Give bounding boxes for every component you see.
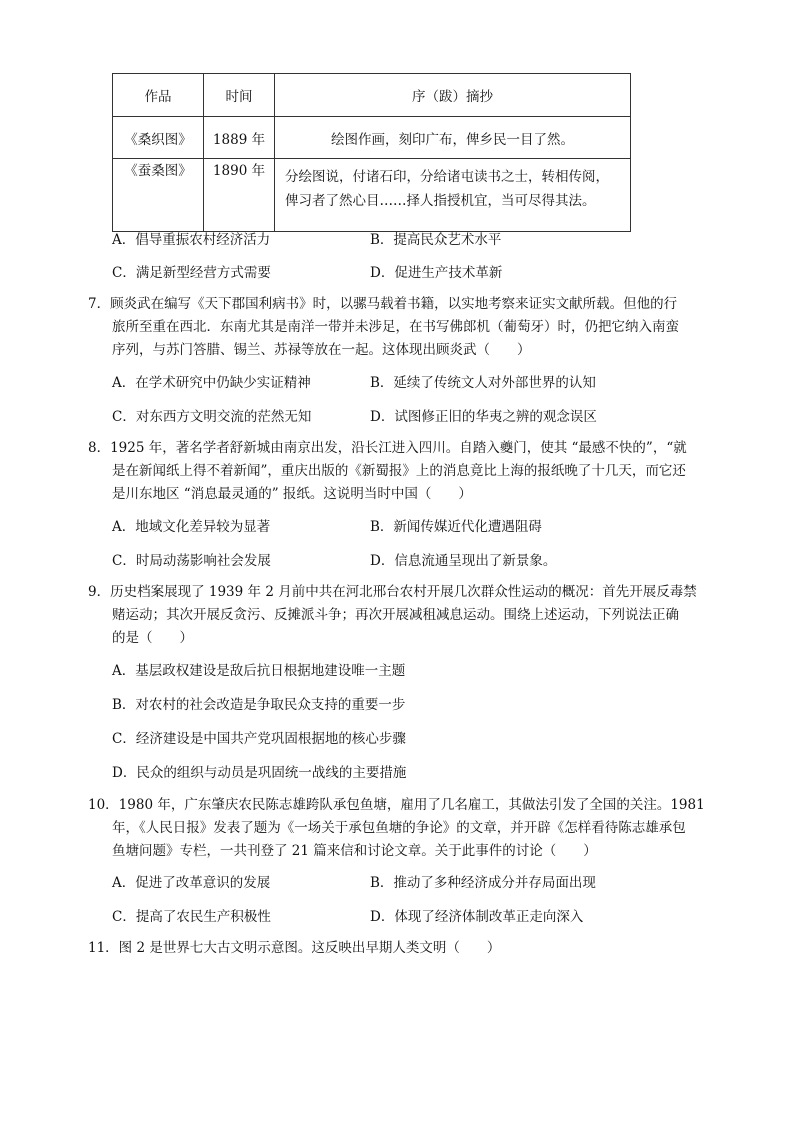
- q6-option-a: A．倡导重振农村经济活力: [112, 232, 271, 248]
- q11-stem: [88, 937, 708, 960]
- q9-option-b: B．对农村的社会改造是争取民众支持的重要一步: [112, 697, 406, 713]
- q8-option-b: B．新闻传媒近代化遭遇阻碍: [370, 519, 542, 535]
- q8-stem: [88, 437, 708, 506]
- q7-line: 序列，与苏门答腊、锡兰、苏禄等放在一起。这体现出顾炎武（ ）: [112, 342, 531, 358]
- q9-line: 赌运动；其次开展反贪污、反摊派斗争；再次开展减租减息运动。围绕上述运动，下列说法正确: [112, 607, 679, 623]
- table-header-row: [113, 74, 631, 117]
- table-row: [113, 159, 631, 232]
- table-cell-work: 《桑织图》: [113, 117, 204, 159]
- q9-option-a: A．基层政权建设是敌后抗日根据地建设唯一主题: [112, 663, 406, 679]
- q10-stem: [88, 794, 708, 863]
- q8-line: 8．1925 年，著名学者舒新城由南京出发，沿长江进入四川。自踏入夔门，使其 “最感不快的”，“就: [88, 440, 687, 456]
- q10-option-c: C．提高了农民生产积极性: [112, 909, 271, 925]
- q8-option-c: C．时局动荡影响社会发展: [112, 553, 271, 569]
- source-table: [112, 73, 631, 232]
- q7-option-c: C．对东西方文明交流的茫然无知: [112, 409, 312, 425]
- q10-option-b: B．推动了多种经济成分并存局面出现: [370, 875, 596, 891]
- q6-option-c: C．满足新型经营方式需要: [112, 265, 271, 281]
- q7-line: 7．顾炎武在编写《天下郡国利病书》时，以骡马载着书籍，以实地考察来证实文献所载。但他的行: [88, 296, 678, 312]
- q7-line: 旅所至重在西北．东南尤其是南洋一带并未涉足，在书写佛郎机（葡萄牙）时，仍把它纳入南蛮: [112, 319, 679, 335]
- table-header-work: 作品: [113, 74, 204, 117]
- q10-line: 10．1980 年，广东肇庆农民陈志雄跨队承包鱼塘，雇用了几名雇工，其做法引发了全国的关注。1981: [88, 797, 705, 813]
- q7-option-a: A．在学术研究中仍缺少实证精神: [112, 375, 311, 391]
- q10-line: 鱼塘问题》专栏，一共刊登了 21 篇来信和讨论文章。关于此事件的讨论（ ）: [112, 843, 597, 859]
- q7-option-d: D．试图修正旧的华夷之辨的观念误区: [370, 409, 597, 425]
- q10-option-a: A．促进了改革意识的发展: [112, 875, 271, 891]
- q8-line: 是川东地区 “消息最灵通的” 报纸。这说明当时中国（ ）: [112, 486, 472, 502]
- table-header-excerpt: 序（跋）摘抄: [275, 74, 631, 117]
- q6-option-b: B．提高民众艺术水平: [370, 232, 502, 248]
- table-cell-year: 1889 年: [204, 117, 275, 159]
- table-cell-year: 1890 年: [204, 159, 275, 232]
- excerpt-line: 俾习者了然心目……择人指授机宜，当可尽得其法。: [285, 193, 596, 209]
- table-cell-excerpt: 绘图作画，刻印广布，俾乡民一目了然。: [275, 117, 631, 159]
- q8-option-d: D．信息流通呈现出了新景象。: [370, 553, 557, 569]
- q9-line: 的是（ ）: [112, 630, 193, 646]
- table-cell-work: 《蚕桑图》: [113, 159, 204, 232]
- q10-line: 年，《人民日报》发表了题为《一场关于承包鱼塘的争论》的文章，并开辟《怎样看待陈志雄承包: [112, 820, 686, 836]
- q9-line: 9．历史档案展现了 1939 年 2 月前中共在河北邢台农村开展几次群众性运动的概况：首先开展反毒禁: [88, 584, 697, 600]
- table-header-year: 时间: [204, 74, 275, 117]
- q6-option-d: D．促进生产技术革新: [370, 265, 503, 281]
- q7-option-b: B．延续了传统文人对外部世界的认知: [370, 375, 596, 391]
- q10-option-d: D．体现了经济体制改革正走向深入: [370, 909, 584, 925]
- excerpt-line: 分绘图说，付诸石印，分给诸屯读书之士，转相传阅，: [285, 169, 609, 185]
- table-cell-excerpt: [275, 159, 631, 232]
- q9-option-d: D．民众的组织与动员是巩固统一战线的主要措施: [112, 765, 407, 781]
- table-row: [113, 117, 631, 159]
- q9-option-c: C．经济建设是中国共产党巩固根据地的核心步骤: [112, 731, 406, 747]
- q11-line: 11．图 2 是世界七大古文明示意图。这反映出早期人类文明（ ）: [88, 940, 501, 956]
- q8-option-a: A．地域文化差异较为显著: [112, 519, 271, 535]
- q9-stem: [88, 581, 708, 650]
- q8-line: 是在新闻纸上得不着新闻”，重庆出版的《新蜀报》上的消息竟比上海的报纸晚了十几天，而它还: [112, 463, 686, 479]
- q7-stem: [88, 293, 708, 362]
